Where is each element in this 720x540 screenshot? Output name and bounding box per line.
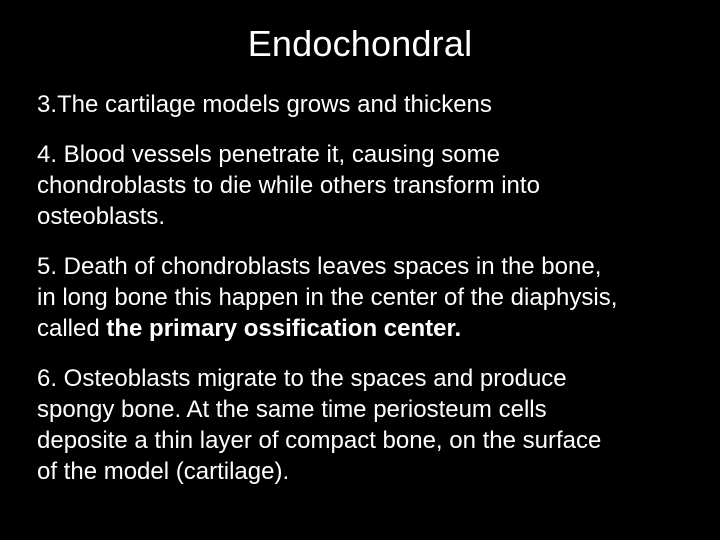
paragraph-line: of the model (cartilage). (37, 458, 290, 485)
paragraph-line: in long bone this happen in the center of the diaphysis, (37, 284, 618, 311)
paragraph-line: 5. Death of chondroblasts leaves spaces in the bone, (37, 253, 602, 280)
paragraph-line: chondroblasts to die while others transform into (37, 172, 540, 199)
paragraph-line: 6. Osteoblasts migrate to the spaces and produce (37, 365, 567, 392)
paragraph-step-3 (37, 89, 713, 120)
slide-title: Endochondral (247, 23, 473, 64)
paragraph-line: 3.The cartilage models grows and thickens (37, 91, 492, 118)
line-prefix: called (37, 315, 107, 342)
paragraph-line: osteoblasts. (37, 203, 166, 230)
slide-body (37, 89, 713, 487)
paragraph-step-5 (37, 251, 713, 344)
paragraph-line: 4. Blood vessels penetrate it, causing some (37, 141, 500, 168)
paragraph-line: spongy bone. At the same time periosteum cells (37, 396, 547, 423)
paragraph-step-6 (37, 363, 713, 487)
bold-term: the primary ossification center. (106, 315, 462, 342)
paragraph-line (37, 313, 713, 344)
paragraph-step-4 (37, 139, 713, 232)
paragraph-line: deposite a thin layer of compact bone, on the surface (37, 427, 602, 454)
